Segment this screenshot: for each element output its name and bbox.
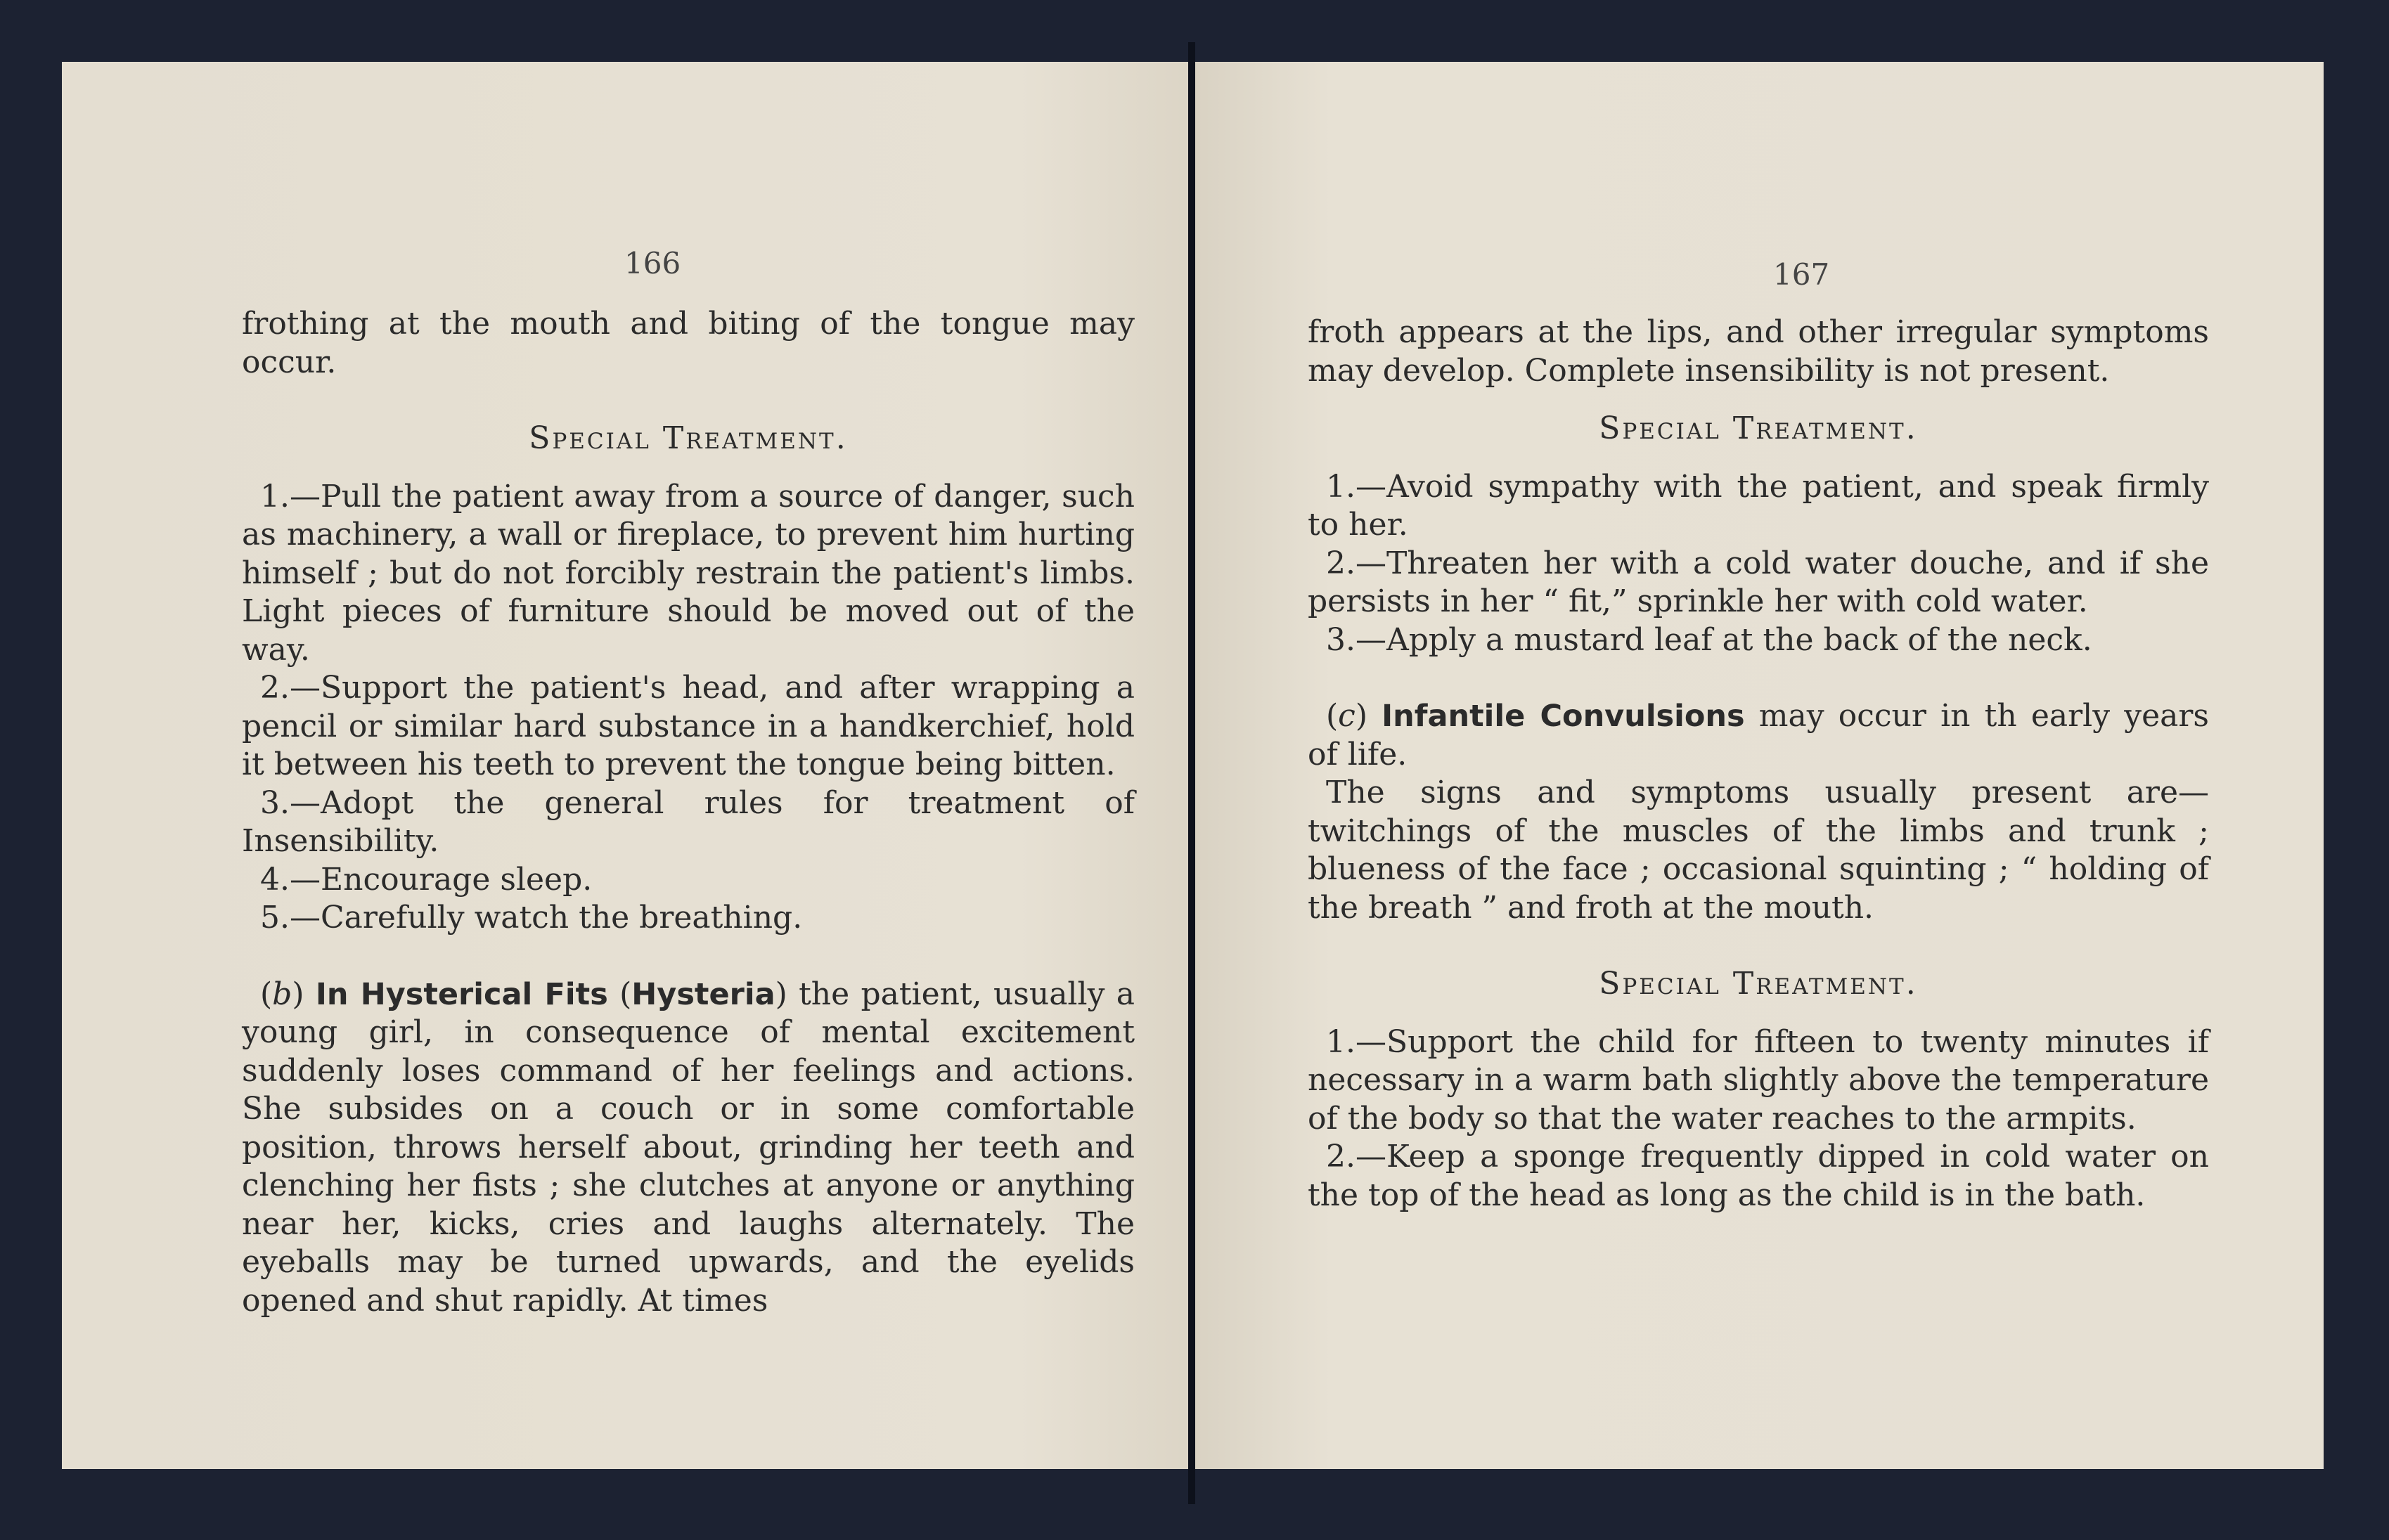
treatment-item-5: 5.—Carefully watch the breathing. — [260, 900, 803, 936]
section-heading-special-treatment-1: Special Treatment. — [1599, 410, 1918, 446]
treatment-item-1: 1.—Pull the patient away from a source of danger, such as machinery, a wall or fireplace, to prevent him hurting himself ; but do not forcibly restrain the patient's limbs. Light pieces of furniture should be moved out of the way. — [242, 478, 1135, 668]
section-letter-c: c — [1338, 698, 1356, 734]
paren-open-c: ( — [1326, 698, 1339, 734]
treatment-item-3: 3.—Adopt the general rules for treatment of Insensibility. — [242, 784, 1135, 859]
paren-close-c: ) — [1355, 698, 1382, 734]
page-number-right: 167 — [1773, 257, 1830, 292]
infantile-convulsions-title: Infantile Convulsions — [1382, 699, 1745, 734]
convulsions-treatment-item-2: 2.—Keep a sponge frequently dipped in cold water on the top of the head as long as the child is in the bath. — [1308, 1139, 2209, 1213]
hysterical-fits-text: the patient, usually a young girl, in consequence of mental excitement suddenly loses command of her feelings and actions. She subsides on a couch or in some comfortable position, throws herself about, grinding her teeth and clenching her fists ; she clutches at anyone or anything near her, kicks, cries and laughs alternately. The eyeballs may be turned upwards, and the eyelids opened and shut rapidly. At times — [242, 976, 1135, 1319]
convulsions-treatment-item-1: 1.—Support the child for fifteen to twenty minutes if necessary in a warm bath slightly above the temperature of the body so that the water reaches to the armpits. — [1308, 1023, 2209, 1137]
book-gutter — [1188, 42, 1195, 1504]
infantile-convulsions-text: may occur in th early years of life. — [1308, 698, 2209, 772]
section-heading-special-treatment-2: Special Treatment. — [1599, 966, 1918, 1002]
hysteria-title: Hysteria — [631, 976, 775, 1012]
right-page — [1195, 62, 2324, 1469]
treatment-item-2: 2.—Support the patient's head, and after wrapping a pencil or similar hard substance in a handkerchief, hold it between his teeth to prevent the tongue being bitten. — [242, 670, 1135, 782]
right-intro-paragraph: froth appears at the lips, and other irregular symptoms may develop. Complete insensibility is not present. — [1308, 314, 2209, 389]
hysteria-treatment-item-3: 3.—Apply a mustard leaf at the back of the neck. — [1326, 621, 2092, 658]
page-number-left: 166 — [624, 246, 681, 280]
paren-close-2: ) — [775, 976, 787, 1012]
hysteria-treatment-item-2: 2.—Threaten her with a cold water douche, and if she persists in her “ fit,” sprinkle her with cold water. — [1308, 545, 2209, 619]
right-page-text — [1308, 313, 2209, 1215]
section-letter-b: b — [272, 976, 292, 1012]
paren-close: ) — [292, 976, 304, 1012]
paren-open: ( — [260, 976, 273, 1012]
section-heading-special-treatment: Special Treatment. — [529, 420, 848, 456]
left-intro-paragraph: frothing at the mouth and biting of the tongue may occur. — [242, 306, 1135, 380]
paren-open-2: ( — [619, 976, 632, 1012]
hysterical-fits-paragraph — [242, 976, 1135, 1321]
treatment-item-4: 4.—Encourage sleep. — [260, 861, 593, 898]
infantile-convulsions-paragraph — [1308, 697, 2209, 774]
hysteria-treatment-item-1: 1.—Avoid sympathy with the patient, and speak firmly to her. — [1308, 468, 2209, 543]
hysterical-fits-title: In Hysterical Fits — [315, 976, 608, 1012]
left-page-text — [242, 305, 1135, 1320]
signs-and-symptoms-paragraph: The signs and symptoms usually present are— twitchings of the muscles of the limbs and trunk ; blueness of the face ; occasional squinting ; “ holding of the breath ” and froth at the mouth. — [1308, 775, 2209, 926]
left-page — [62, 62, 1188, 1469]
